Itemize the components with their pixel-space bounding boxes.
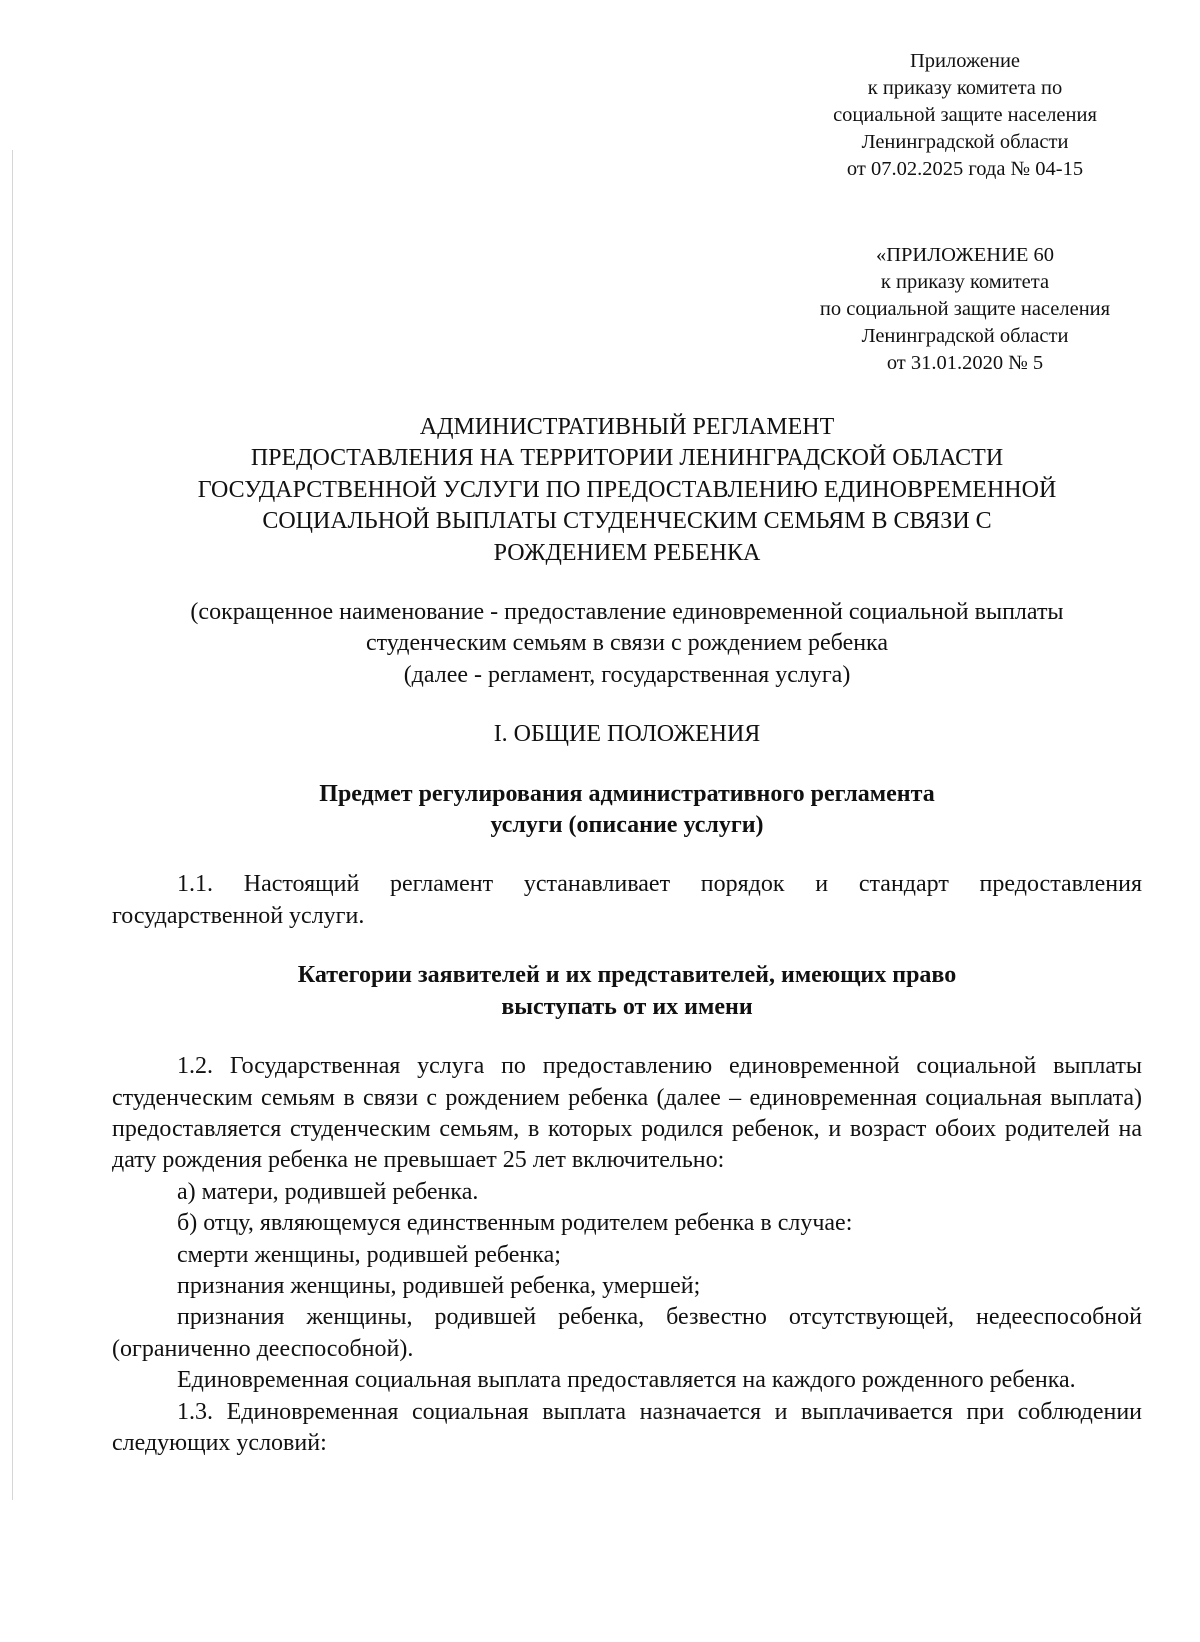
short-name-block xyxy=(112,597,1142,691)
scan-edge-line xyxy=(12,150,13,1500)
categories-heading-line: Категории заявителей и их представителей, имеющих право xyxy=(297,962,957,989)
document-title-line: АДМИНИСТРАТИВНЫЙ РЕГЛАМЕНТ xyxy=(419,414,835,440)
appendix-60-line: по социальной защите населения xyxy=(819,298,1111,320)
categories-heading-line: выступать от их имени xyxy=(501,993,753,1020)
appendix-order-block xyxy=(790,48,1140,183)
section-title: I. ОБЩИЕ ПОЛОЖЕНИЯ xyxy=(493,721,761,748)
appendix-60-line: от 31.01.2020 № 5 xyxy=(886,352,1044,374)
appendix-order-line: социальной защите населения xyxy=(833,104,1097,126)
subject-heading-line: Предмет регулирования административного регламента xyxy=(319,780,935,807)
list-item-a: а) матери, родившей ребенка. xyxy=(177,1178,479,1205)
appendix-60-line: к приказу комитета xyxy=(880,271,1050,293)
appendix-60-line: Ленинградской области xyxy=(861,325,1069,347)
appendix-order-line: к приказу комитета по xyxy=(867,77,1063,99)
list-item-b-3: признания женщины, родившей ребенка, безвестно отсутствующей, недееспособной (ограниченно дееспособной). xyxy=(112,1304,1142,1362)
appendix-order-line: от 07.02.2025 года № 04-15 xyxy=(846,158,1084,180)
paragraph-1-2: 1.2. Государственная услуга по предоставлению единовременной социальной выплаты студенческим семьям в связи с рождением ребенка (далее – единовременная социальная выплата) предоставляется студенческим семьям, в которых родился ребенок, и возраст обоих родителей на дату рождения ребенка не превышает 25 лет включительно: xyxy=(112,1053,1142,1174)
paragraph-1-3: 1.3. Единовременная социальная выплата назначается и выплачивается при соблюдении следующих условий: xyxy=(112,1398,1142,1456)
appendix-60-line: «ПРИЛОЖЕНИЕ 60 xyxy=(875,244,1055,266)
list-item-b: б) отцу, являющемуся единственным родителем ребенка в случае: xyxy=(177,1210,853,1237)
document-title-line: ПРЕДОСТАВЛЕНИЯ НА ТЕРРИТОРИИ ЛЕНИНГРАДСКОЙ ОБЛАСТИ xyxy=(250,445,1004,472)
subject-heading-line: услуги (описание услуги) xyxy=(490,812,764,839)
subject-heading xyxy=(112,779,1142,842)
appendix-60-block xyxy=(780,242,1150,377)
document-body xyxy=(112,412,1142,1459)
categories-heading xyxy=(112,960,1142,1023)
short-name-line: студенческим семьям в связи с рождением ребенка xyxy=(365,630,889,657)
paragraph-each-child: Единовременная социальная выплата предоставляется на каждого рожденного ребенка. xyxy=(177,1367,1076,1394)
document-title-line: РОЖДЕНИЕМ РЕБЕНКА xyxy=(493,539,761,566)
short-name-line: (сокращенное наименование - предоставление единовременной социальной выплаты xyxy=(190,599,1064,626)
list-item-b-1: смерти женщины, родившей ребенка; xyxy=(177,1241,561,1268)
document-title xyxy=(112,412,1142,569)
document-title-line: ГОСУДАРСТВЕННОЙ УСЛУГИ ПО ПРЕДОСТАВЛЕНИЮ ЕДИНОВРЕМЕННОЙ xyxy=(197,476,1057,503)
appendix-order-line: Ленинградской области xyxy=(861,131,1069,153)
paragraph-1-1: 1.1. Настоящий регламент устанавливает порядок и стандарт предоставления государственной услуги. xyxy=(112,871,1142,929)
list-item-b-2: признания женщины, родившей ребенка, умершей; xyxy=(177,1272,701,1299)
appendix-order-line: Приложение xyxy=(909,50,1021,72)
short-name-line: (далее - регламент, государственная услуга) xyxy=(403,661,851,688)
document-title-line: СОЦИАЛЬНОЙ ВЫПЛАТЫ СТУДЕНЧЕСКИМ СЕМЬЯМ В СВЯЗИ С xyxy=(262,508,992,535)
